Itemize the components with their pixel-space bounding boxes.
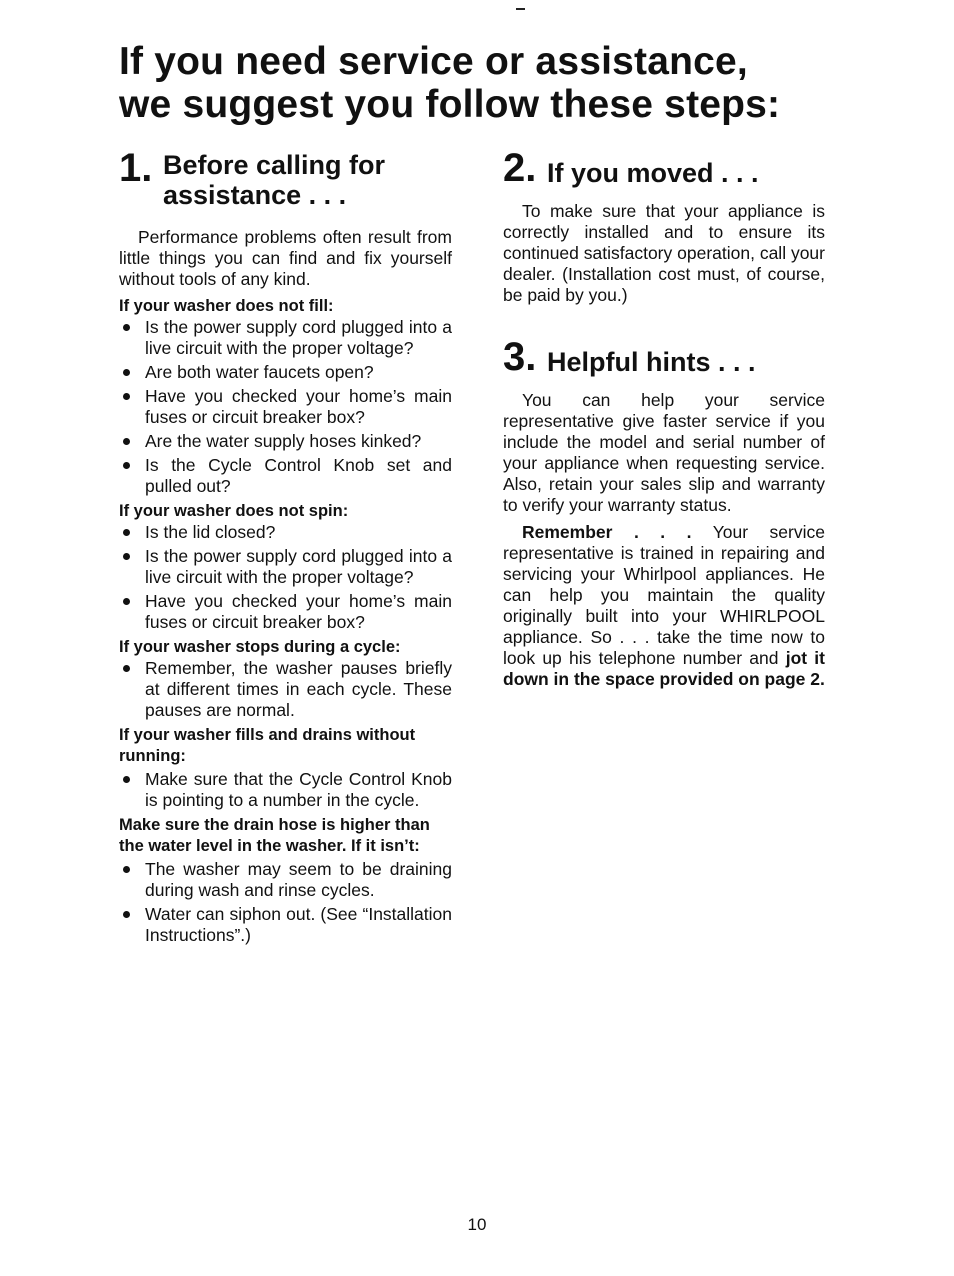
bullet-list: [119, 317, 452, 497]
page-title-line-1: If you need service or assistance,: [119, 40, 748, 83]
bullet-icon: [123, 665, 130, 672]
bullet-icon: [123, 598, 130, 605]
group-drain-hose: [119, 815, 452, 946]
section-if-you-moved: [503, 146, 825, 306]
group-fills-and-drains: [119, 725, 452, 811]
section-helpful-hints: [503, 335, 825, 690]
page-title: [119, 40, 780, 126]
group-does-not-fill: [119, 296, 452, 497]
group-does-not-spin: [119, 501, 452, 633]
list-item-text: Make sure that the Cycle Control Knob is pointing to a number in the cycle.: [145, 769, 452, 810]
list-item-text: Is the power supply cord plugged into a live circuit with the proper voltage?: [145, 317, 452, 358]
section-1-intro: Performance problems often result from little things you can find and fix yourself without tools of any kind.: [119, 227, 452, 289]
bullet-icon: [123, 393, 130, 400]
group-heading: If your washer does not spin:: [119, 502, 349, 520]
list-item-text: Is the Cycle Control Knob set and pulled out?: [145, 455, 452, 496]
page-title-line-2: we suggest you follow these steps:: [119, 83, 781, 126]
section-3-paragraph-1: You can help your service representative give faster service if you include the model and serial number of your appliance when requesting service. Also, retain your sales slip and warranty to verify your warranty status.: [503, 390, 825, 515]
list-item: [119, 546, 452, 588]
list-item: [119, 859, 452, 901]
list-item: [119, 591, 452, 633]
group-heading: Make sure the drain hose is higher than the water level in the washer. If it isn’t:: [119, 816, 430, 855]
list-item: [119, 431, 452, 452]
list-item: [119, 455, 452, 497]
bullet-icon: [123, 369, 130, 376]
bullet-icon: [123, 776, 130, 783]
page-number: 10: [467, 1215, 487, 1234]
list-item-text: Are both water faucets open?: [145, 362, 374, 382]
bullet-icon: [123, 529, 130, 536]
bullet-icon: [123, 553, 130, 560]
group-heading: If your washer does not fill:: [119, 297, 334, 315]
section-2-text: To make sure that your appliance is correctly installed and to ensure its continued satisfactory operation, call your dealer. (Installation cost must, of course, be paid by you.): [503, 201, 825, 305]
list-item-text: Have you checked your home’s main fuses or circuit breaker box?: [145, 591, 452, 632]
list-item: [119, 658, 452, 721]
remember-lead: Remember . . .: [522, 522, 692, 542]
bullet-list: [119, 658, 452, 721]
remember-text: Your service representative is trained in repairing and servicing your Whirlpool appliances. He can help you maintain the quality originally built into your WHIRLPOOL appliance. So . . . take the time now to look up his telephone number and: [503, 522, 825, 668]
list-item: [119, 386, 452, 428]
list-item: [119, 904, 452, 946]
list-item-text: Is the power supply cord plugged into a live circuit with the proper voltage?: [145, 546, 452, 587]
list-item: [119, 362, 452, 383]
bullet-icon: [123, 438, 130, 445]
bullet-list: [119, 769, 452, 811]
section-2-number: 2.: [503, 146, 537, 190]
section-3-heading: [503, 335, 825, 379]
remember-bold-text: jot it down in the space provided on page 2.: [503, 648, 825, 689]
bullet-list: [119, 522, 452, 633]
list-item-text: The washer may seem to be draining during wash and rinse cycles.: [145, 859, 452, 900]
group-heading: If your washer stops during a cycle:: [119, 638, 401, 656]
bullet-icon: [123, 911, 130, 918]
section-1-heading: [119, 146, 452, 210]
list-item-text: Water can siphon out. (See “Installation Instructions”.): [145, 904, 452, 945]
section-1-title-line-1: Before calling for: [163, 150, 386, 180]
section-2-title: If you moved . . .: [547, 158, 759, 188]
bullet-icon: [123, 866, 130, 873]
section-1-title-line-2: assistance . . .: [163, 180, 347, 210]
group-stops-during-cycle: [119, 637, 452, 721]
section-3-title: Helpful hints . . .: [547, 347, 756, 377]
group-heading: If your washer fills and drains without running:: [119, 726, 416, 765]
list-item: [119, 317, 452, 359]
scan-mark: [516, 8, 525, 10]
section-before-calling: [119, 146, 452, 949]
list-item: [119, 769, 452, 811]
section-2-heading: [503, 146, 825, 190]
bullet-list: [119, 859, 452, 946]
list-item-text: Is the lid closed?: [145, 522, 276, 542]
list-item-text: Remember, the washer pauses briefly at different times in each cycle. These pauses are normal.: [145, 658, 452, 720]
bullet-icon: [123, 324, 130, 331]
bullet-icon: [123, 462, 130, 469]
list-item-text: Have you checked your home’s main fuses or circuit breaker box?: [145, 386, 452, 427]
section-right-column: [503, 146, 825, 690]
list-item: [119, 522, 452, 543]
section-1-number: 1.: [119, 146, 153, 190]
section-3-paragraph-2: [503, 522, 825, 690]
section-3-number: 3.: [503, 335, 537, 379]
list-item-text: Are the water supply hoses kinked?: [145, 431, 422, 451]
